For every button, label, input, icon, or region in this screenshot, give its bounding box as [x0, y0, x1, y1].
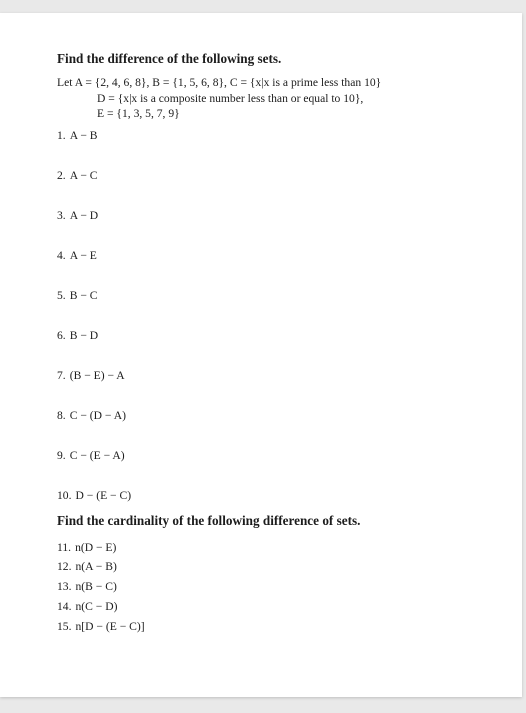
item-expression: n(B − C)	[75, 580, 117, 593]
item-number: 7.	[57, 369, 66, 382]
exercise-item	[57, 489, 131, 502]
item-expression: B − C	[69, 289, 98, 302]
exercise-item	[57, 249, 97, 262]
exercise-item	[57, 289, 98, 302]
item-number: 8.	[57, 409, 66, 422]
item-number: 15.	[57, 620, 72, 633]
exercise-item	[57, 329, 98, 342]
set-definition-line-3: E = {1, 3, 5, 7, 9}	[97, 107, 180, 120]
cardinality-item	[57, 560, 117, 573]
exercise-item	[57, 449, 125, 462]
item-expression: D − (E − C)	[75, 489, 132, 502]
item-expression: A − C	[69, 169, 98, 182]
item-expression: n(D − E)	[75, 541, 117, 554]
cardinality-item	[57, 541, 116, 554]
item-expression: n[D − (E − C)]	[75, 620, 145, 633]
item-number: 14.	[57, 600, 72, 613]
exercise-item	[57, 369, 125, 382]
exercise-item	[57, 209, 98, 222]
set-definition-line-1: Let A = {2, 4, 6, 8}, B = {1, 5, 6, 8}, C = {x|x is a prime less than 10}	[57, 76, 382, 89]
item-expression: n(A − B)	[75, 560, 117, 573]
exercise-item	[57, 409, 126, 422]
item-expression: C − (E − A)	[69, 449, 125, 462]
item-expression: B − D	[69, 329, 99, 342]
item-expression: (B − E) − A	[69, 369, 125, 382]
item-number: 12.	[57, 560, 72, 573]
item-number: 3.	[57, 209, 66, 222]
item-number: 1.	[57, 129, 66, 142]
cardinality-heading: Find the cardinality of the following difference of sets.	[57, 513, 361, 528]
item-number: 5.	[57, 289, 66, 302]
difference-heading: Find the difference of the following sets.	[57, 51, 282, 66]
item-number: 10.	[57, 489, 72, 502]
item-expression: A − B	[69, 129, 98, 142]
item-expression: A − D	[69, 209, 99, 222]
set-definition-line-2: D = {x|x is a composite number less than or equal to 10},	[97, 92, 364, 105]
exercise-item	[57, 169, 98, 182]
item-expression: A − E	[69, 249, 97, 262]
item-number: 2.	[57, 169, 66, 182]
item-number: 11.	[57, 541, 72, 554]
cardinality-item	[57, 580, 117, 593]
item-number: 9.	[57, 449, 66, 462]
cardinality-item	[57, 600, 117, 613]
item-number: 4.	[57, 249, 66, 262]
item-number: 6.	[57, 329, 66, 342]
item-expression: C − (D − A)	[69, 409, 126, 422]
item-number: 13.	[57, 580, 72, 593]
cardinality-item	[57, 620, 145, 633]
item-expression: n(C − D)	[75, 600, 118, 613]
exercise-item	[57, 129, 98, 142]
document-page	[0, 13, 522, 697]
